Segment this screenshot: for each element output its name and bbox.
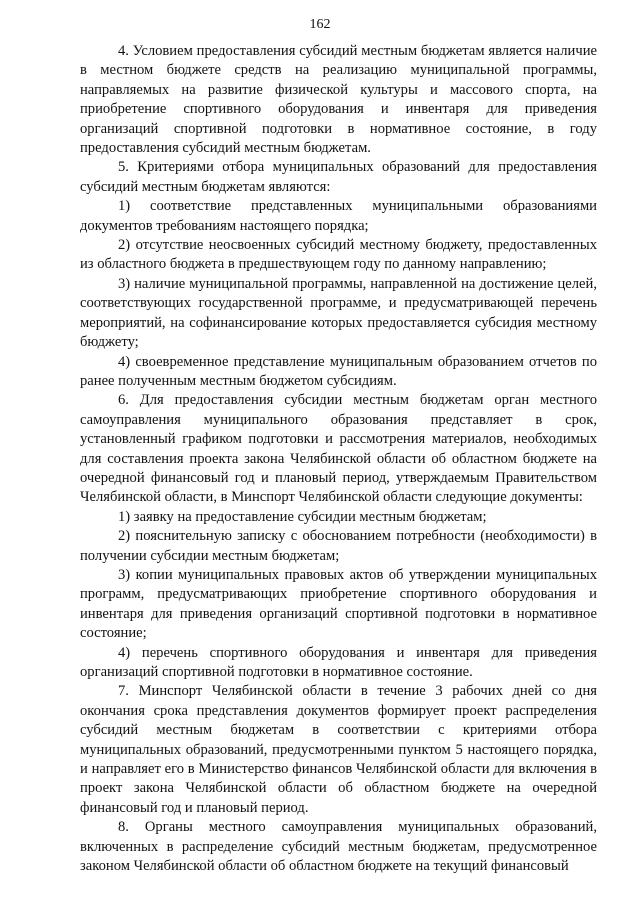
document-item-2: 2) пояснительную записку с обоснованием потребности (необходимости) в получении субсидии местным бюджетам; — [80, 528, 597, 564]
document-item-1: 1) заявку на предоставление субсидии местным бюджетам; — [118, 508, 487, 525]
paragraph-4-condition: 4. Условием предоставления субсидий местным бюджетам является наличие в местном бюджете средств на реализацию муниципальной программы, направляемых на развитие физической культуры и массового спорта, на приобретение спортивного оборудования и инвентаря для приведения организаций спортивной подготовки в нормативное состояние, в году предоставления субсидий местным бюджетам. — [80, 43, 597, 157]
page-number: 162 — [309, 17, 331, 32]
paragraph-6-documents: 6. Для предоставления субсидии местным бюджетам орган местного самоуправления муниципального образования представляет в срок, установленный графиком подготовки и рассмотрения материалов, необходимых для составления проекта закона Челябинской области об областном бюджете на очередной финансовый год и плановый период, утверждаемым Правительством Челябинской области, в Минспорт Челябинской области следующие документы: — [80, 392, 597, 506]
paragraph-5-criteria: 5. Критериями отбора муниципальных образований для предоставления субсидий местным бюджетам являются: — [80, 159, 597, 195]
criteria-item-2: 2) отсутствие неосвоенных субсидий местному бюджету, предоставленных из областного бюджета в предшествующем году по данному направлению; — [80, 237, 597, 273]
document-item-3: 3) копии муниципальных правовых актов об утверждении муниципальных программ, предусматривающих приобретение спортивного оборудования и инвентаря для приведения организаций спортивной подготовки в нормативное состояние; — [80, 566, 597, 642]
paragraph-8-local-authorities: 8. Органы местного самоуправления муниципальных образований, включенных в распределение субсидий местным бюджетам, предусмотренное законом Челябинской области об областном бюджете на текущий финансовый — [80, 819, 597, 875]
document-item-4: 4) перечень спортивного оборудования и инвентаря для приведения организаций спортивной подготовки в нормативное состояние. — [80, 644, 597, 680]
paragraph-7-distribution: 7. Минспорт Челябинской области в течение 3 рабочих дней со дня окончания срока представления документов формирует проект распределения субсидий местным бюджетам в соответствии с критериями отбора муниципальных образований, предусмотренными пунктом 5 настоящего порядка, и направляет его в Министерство финансов Челябинской области для включения в проект закона Челябинской области об областном бюджете на очередной финансовый год и плановый период. — [80, 683, 597, 816]
criteria-item-1: 1) соответствие представленных муниципальными образованиями документов требованиям настоящего порядка; — [80, 198, 597, 234]
document-body — [80, 42, 597, 876]
criteria-item-4: 4) своевременное представление муниципальным образованием отчетов по ранее полученным местным бюджетом субсидиям. — [80, 353, 597, 389]
criteria-item-3: 3) наличие муниципальной программы, направленной на достижение целей, соответствующих государственной программе, и предусматривающей перечень мероприятий, на софинансирование которых предоставляется субсидия местному бюджету; — [80, 275, 597, 351]
